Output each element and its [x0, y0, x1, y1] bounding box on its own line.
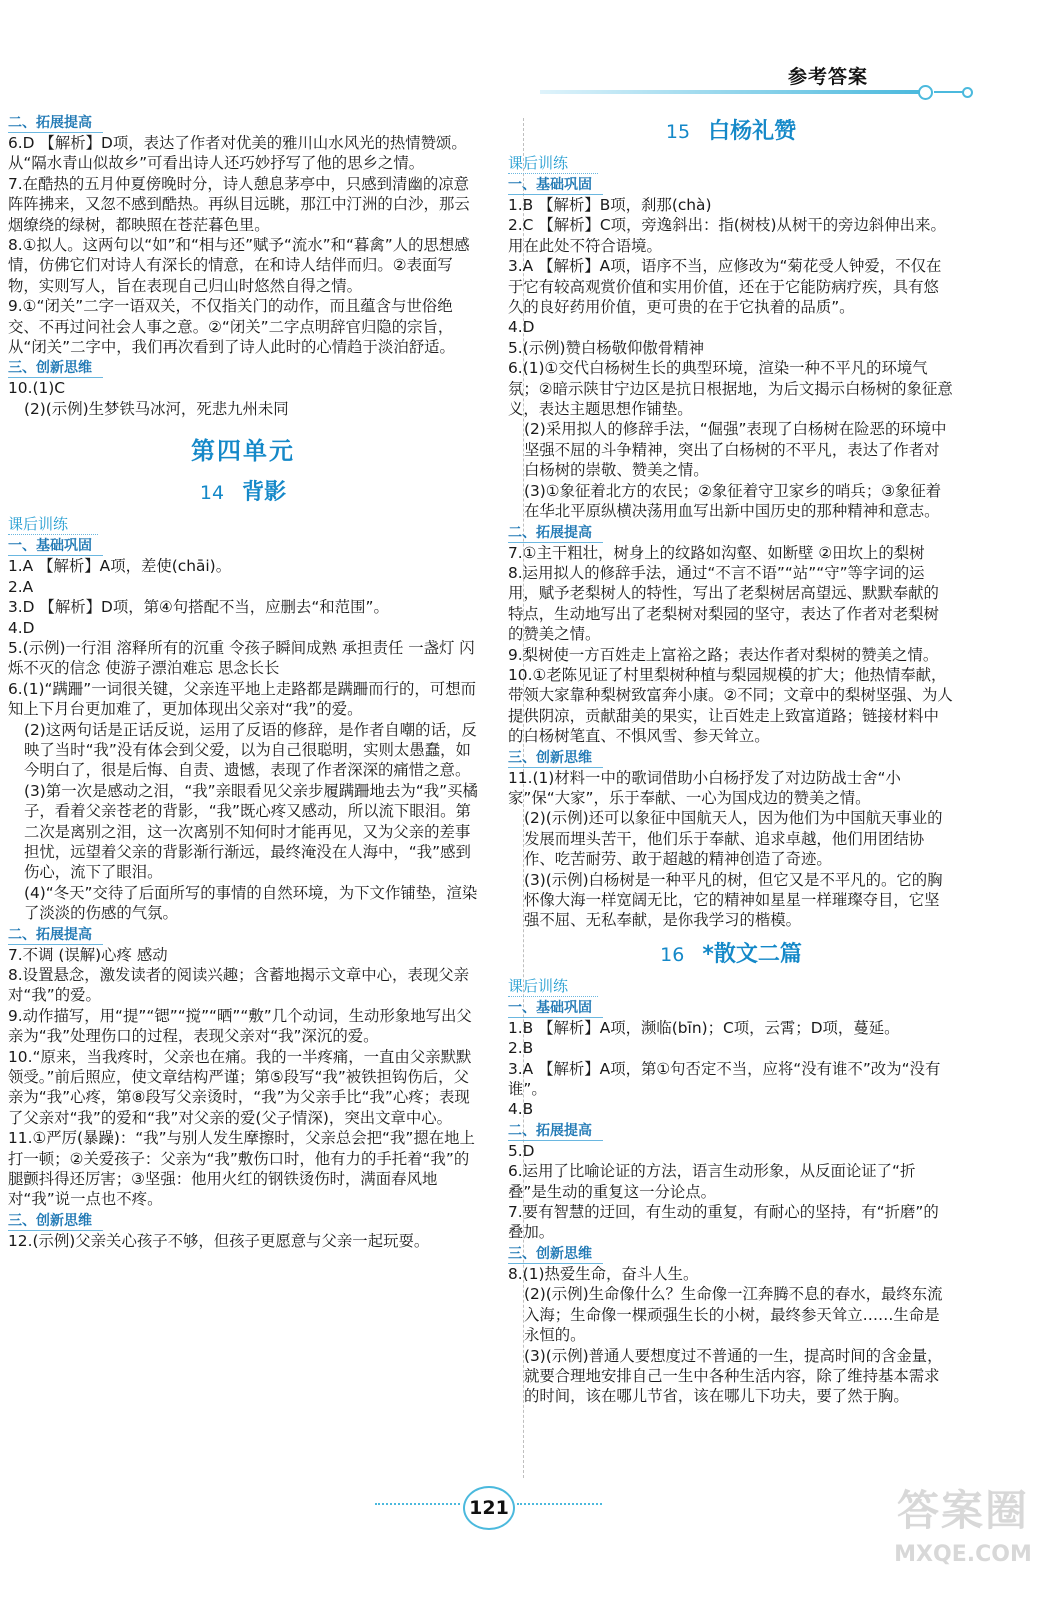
- answer-item: (2)采用拟人的修辞手法，“倔强”表现了白杨树在险恶的环境中坚强不屈的斗争精神，突出了白杨树的不平凡，表达了作者对白杨树的崇敬、赞美之情。: [524, 420, 947, 480]
- answer-item: (3)(示例)白杨树是一种平凡的树，但它又是不平凡的。它的胸怀像大海一样宽阔无比，它的精神如星星一样璀璨夺目，它坚强不屈、无私奉献，是你我学习的楷模。: [524, 870, 943, 930]
- answer-item: 1.B 【解析】B项，刹那(chà): [508, 196, 712, 214]
- watermark: [868, 1482, 1058, 1592]
- header-decor-circle: [918, 85, 933, 100]
- practice-label: 课后训练: [508, 154, 598, 174]
- answer-item: 7.要有智慧的迂回，有生动的重复，有耐心的坚持，有“折磨”的叠加。: [508, 1203, 939, 1242]
- header-title: 参考答案: [788, 66, 869, 88]
- header-decor-tail: [934, 91, 964, 93]
- answer-item: 5.(示例)一行泪 溶释所有的沉重 令孩子瞬间成熟 承担责任 一盏灯 闪烁不灭的信念 使游子漂泊难忘 思念长长: [8, 638, 475, 678]
- answer-item: 11.(1)材料一中的歌词借助小白杨抒发了对边防战士舍“小家”保“大家”，乐于奉献、一心为国戍边的赞美之情。: [508, 768, 901, 807]
- answer-item: 2.C 【解析】C项，旁逸斜出：指(树枝)从树干的旁边斜伸出来。用在此处不符合语境。: [508, 216, 946, 255]
- section-heading: 三、创新思维: [508, 749, 603, 768]
- answer-item: (2)(示例)生梦铁马冰河，死悲九州未同: [24, 399, 289, 418]
- answer-item: 10.①老陈见证了村里梨树种植与梨园规模的扩大；他热情奉献，带领大家靠种梨树致富奔小康。②不同；文章中的梨树坚强、为人提供阴凉，贡献甜美的果实，让百姓走上致富道路；链接材料中的白杨树笔直、不惧风雪、参天耸立。: [508, 665, 953, 746]
- answer-item: 7.不调 (误解)心疼 感动: [8, 945, 168, 964]
- section-heading: 三、创新思维: [508, 1245, 603, 1264]
- answer-item: 7.在酷热的五月仲夏傍晚时分，诗人憩息茅亭中，只感到清幽的凉意阵阵拂来，又忽不感到酷热。再纵目远眺，那江中汀洲的白沙，那云烟缭绕的绿树，都映照在苍茫暮色里。: [8, 174, 470, 234]
- answer-item: 8.运用拟人的修辞手法，通过“不言不语”“站”“守”等字词的运用，赋予老梨树人的特性，写出了老梨树居高望远、默默奉献的特点，生动地写出了老梨树对梨园的坚守，表达了作者对老梨树的赞美之情。: [508, 563, 939, 644]
- answer-item: 4.D: [508, 318, 535, 337]
- answer-item: 9.梨树使一方百姓走上富裕之路；表达作者对梨树的赞美之情。: [508, 645, 939, 664]
- answer-item: 3.A 【解析】A项，语序不当，应修改为“菊花受人钟爱，不仅在于它有较高观赏价值和实用价值，还在于它能防病疗疾，具有悠久的良好药用价值，更可贵的在于它执着的品质”。: [508, 257, 942, 317]
- chapter-title: [8, 477, 478, 509]
- answer-item: 6.运用了比喻论证的方法，语言生动形象，从反面论证了“折叠”是生动的重复这一分论点。: [508, 1162, 916, 1201]
- answer-item: 9.①“闭关”二字一语双关，不仅指关门的动作，而且蕴含与世俗绝交、不再过问社会人事之意。②“闭关”二字点明辞官归隐的宗旨，从“闭关”二字中，我们再次看到了诗人此时的心情趋于淡泊舒适。: [8, 297, 455, 357]
- answer-item: 8.设置悬念，激发读者的阅读兴趣；含蓄地揭示文章中心，表现父亲对“我”的爱。: [8, 966, 470, 1005]
- chapter-name: 背影: [242, 480, 287, 506]
- answer-item: 4.D: [8, 618, 35, 637]
- answer-item: 8.①拟人。这两句以“如”和“相与还”赋予“流水”和“暮禽”人的思想感情，仿佛它们对诗人有深长的情意，在和诗人结伴而归。②表面写物，实则写人，旨在表现自己归山时悠然自得之情。: [8, 236, 470, 295]
- page-number: 121: [463, 1486, 515, 1530]
- answer-item: 11.①严厉(暴躁)：“我”与别人发生摩擦时，父亲总会把“我”摁在地上打一顿；②关爱孩子：父亲为“我”敷伤口时，他有力的手托着“我”的腿颤抖得还厉害；③坚强：他用火红的钢铁烫伤时，满面春风地对“我”说一点也不疼。: [8, 1129, 475, 1209]
- unit-title: 第四单元: [191, 437, 295, 466]
- practice-label: 课后训练: [8, 515, 98, 535]
- answer-item: 5.(示例)赞白杨敬仰傲骨精神: [508, 338, 704, 357]
- right-column: [508, 112, 954, 1407]
- footer-decor-right: [517, 1503, 602, 1505]
- watermark-logo-text: 答案圈: [896, 1486, 1029, 1535]
- section-heading: 二、拓展提高: [8, 926, 103, 945]
- answer-item: (2)(示例)还可以象征中国航天人，因为他们为中国航天事业的发展而埋头苦干，他们乐于奉献、追求卓越，他们用团结协作、吃苦耐劳、敢于超越的精神创造了奇迹。: [524, 809, 943, 869]
- answer-item: 2.A: [8, 577, 34, 596]
- answer-item: (3)(示例)普通人要想度过不普通的一生，提高时间的含金量，就要合理地安排自己一生中各种生活内容，除了维持基本需求的时间，该在哪儿节省，该在哪儿下功夫，要了然于胸。: [524, 1346, 943, 1406]
- left-column: [8, 112, 478, 1251]
- answer-item: 2.B: [508, 1039, 534, 1058]
- answer-item: 3.A 【解析】A项，第①句否定不当，应将“没有谁不”改为“没有谁”。: [508, 1059, 941, 1099]
- answer-item: 7.①主干粗壮，树身上的纹路如沟壑、如断壁 ②田坎上的梨树: [508, 543, 925, 562]
- answer-item: 1.A 【解析】A项，差使(chāi)。: [8, 557, 232, 576]
- header-decor-line: [540, 90, 920, 94]
- section-heading: 二、拓展提高: [508, 1122, 603, 1141]
- section-heading: 三、创新思维: [8, 1212, 103, 1231]
- answer-item: 10.“原来，当我疼时，父亲也在痛。我的一半疼痛，一直由父亲默默领受。”前后照应，使文章结构严谨；第⑤段写“我”被铁担钩伤后，父亲为“我”心疼，第⑧段写父亲烫时，“我”为父亲手比“我”心疼；表现了父亲对“我”的爱和“我”对父亲的爱(父子情深)，突出文章中心。: [8, 1047, 472, 1127]
- section-heading: 二、拓展提高: [508, 524, 603, 543]
- section-heading: 一、基础巩固: [508, 176, 603, 195]
- answer-item: 12.(示例)父亲关心孩子不够，但孩子更愿意与父亲一起玩耍。: [8, 1231, 430, 1250]
- answer-item: (2)(示例)生命像什么？生命像一江奔腾不息的春水，最终东流入海；生命像一棵顽强生长的小树，最终参天耸立……生命是永恒的。: [524, 1285, 943, 1345]
- answer-item: 9.动作描写，用“提”“锶”“搅”“晒”“敷”几个动词，生动形象地写出父亲为“我”处理伤口的过程，表现父亲对“我”深沉的爱。: [8, 1006, 472, 1046]
- chapter-name: 白杨礼赞: [708, 119, 797, 144]
- watermark-url: MXQE.COM: [894, 1542, 1032, 1567]
- chapter-number: 16: [660, 943, 685, 966]
- answer-item: (3)①象征着北方的农民；②象征着守卫家乡的哨兵；③象征着在华北平原纵横决荡用血写出新中国历史的那种精神和意志。: [524, 481, 942, 521]
- answer-item: (3)第一次是感动之泪，“我”亲眼看见父亲步履蹒跚地去为“我”买橘子，看着父亲苍老的背影，“我”既心疼又感动，所以流下眼泪。第二次是离别之泪，这一次离别不知何时才能再见，又为父亲的差事担忧，远望着父亲的背影渐行渐远，最终淹没在人海中，“我”感到伤心，流下了眼泪。: [24, 781, 478, 882]
- header-decor-dot: [962, 87, 973, 98]
- answer-item: 1.B 【解析】A项，濒临(bīn)；C项，云霄；D项，蔓延。: [508, 1018, 900, 1037]
- section-heading: 三、创新思维: [8, 359, 103, 378]
- answer-item: 3.D 【解析】D项，第④句搭配不当，应删去“和范围”。: [8, 598, 389, 617]
- section-heading: 一、基础巩固: [508, 999, 603, 1018]
- answer-item: (2)这两句话是正话反说，运用了反语的修辞，是作者自嘲的话，反映了当时“我”没有体会到父爱，以为自己很聪明，实则太愚蠢，如今明白了，很是后悔、自责、遗憾，表现了作者深深的痛惜之意。: [24, 720, 477, 780]
- answer-item: 8.(1)热爱生命，奋斗人生。: [508, 1264, 699, 1283]
- answer-item: 6.D 【解析】D项，表达了作者对优美的雅川山水风光的热情赞颂。从“隔水青山似故乡”可看出诗人还巧妙抒写了他的思乡之情。: [8, 134, 467, 173]
- practice-label: 课后训练: [508, 977, 598, 997]
- answer-item: 6.(1)①交代白杨树生长的典型环境，渲染一种不平凡的环境气氛；②暗示陕甘宁边区是抗日根据地，为后文揭示白杨树的象征意义，表达主题思想作铺垫。: [508, 359, 953, 419]
- answer-item: 4.B: [508, 1100, 534, 1119]
- section-heading: 二、拓展提高: [8, 114, 103, 133]
- answer-item: (4)“冬天”交待了后面所写的事情的自然环境，为下文作铺垫，渲染了淡淡的伤感的气氛。: [24, 883, 478, 923]
- chapter-number: 14: [199, 482, 225, 505]
- chapter-title: [508, 939, 954, 971]
- footer-decor-left: [375, 1503, 460, 1505]
- section-heading: 一、基础巩固: [8, 537, 103, 556]
- chapter-number: 15: [665, 121, 691, 143]
- answer-item: 10.(1)C: [8, 379, 66, 398]
- chapter-name: *散文二篇: [702, 941, 802, 967]
- answer-item: 5.D: [508, 1141, 535, 1160]
- chapter-title: [508, 116, 954, 148]
- answer-item: 6.(1)“蹒跚”一词很关键，父亲连平地上走路都是蹒跚而行的，可想而知上下月台更加难了，更加体现出父亲对“我”的爱。: [8, 679, 476, 719]
